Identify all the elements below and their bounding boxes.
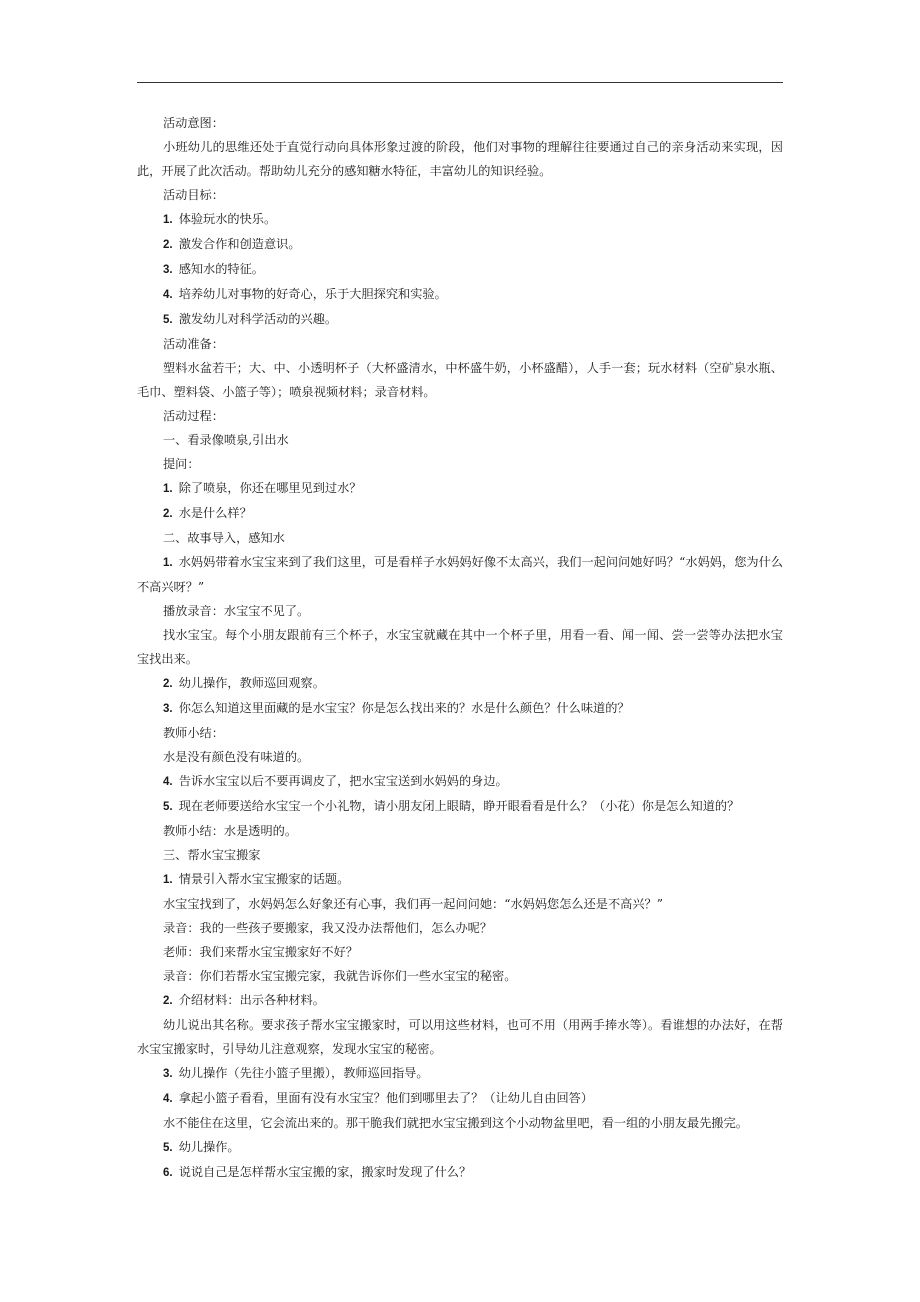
paragraph-text: 你怎么知道这里面藏的是水宝宝？你是怎么找出来的？水是什么颜色？什么味道的？ [178,701,630,715]
paragraph-text: 拿起小篮子看看，里面有没有水宝宝？他们到哪里去了？（让幼儿自由回答） [178,1091,594,1105]
paragraph-text: 幼儿操作。 [178,1140,240,1154]
item-number: 3. [163,1068,173,1080]
item-number: 4. [163,1093,173,1105]
paragraph [137,428,783,452]
item-number: 3. [163,264,173,276]
item-number: 2. [163,678,173,690]
item-number: 6. [163,1167,173,1179]
paragraph-text: 现在老师要送给水宝宝一个小礼物，请小朋友闭上眼睛，睁开眼看看是什么？（小花）你是怎么知道的？ [178,799,740,813]
paragraph-text: 水是什么样？ [178,506,252,520]
item-number: 1. [163,214,173,226]
numbered-item [137,501,783,526]
paragraph [137,745,783,769]
paragraph-text: 录音：我的一些孩子要搬家，我又没办法帮他们，怎么办呢？ [163,921,493,935]
paragraph-text: 水妈妈带着水宝宝来到了我们这里，可是看样子水妈妈好像不太高兴，我们一起问问她好吗？“水妈妈，您为什么不高兴呀？” [137,555,783,594]
paragraph [137,332,783,356]
paragraph [137,623,783,671]
paragraph-text: 找水宝宝。每个小朋友跟前有三个杯子，水宝宝就藏在其中一个杯子里，用看一看、闻一闻、尝一尝等办法把水宝宝找出来。 [137,628,783,666]
paragraph-text: 水不能住在这里，它会流出来的。那干脆我们就把水宝宝搬到这个小动物盆里吧，看一组的小朋友最先搬完。 [163,1116,748,1130]
paragraph-text: 活动目标： [163,188,224,202]
paragraph [137,599,783,623]
paragraph [137,819,783,843]
paragraph [137,526,783,550]
numbered-item [137,769,783,794]
item-number: 4. [163,289,173,301]
paragraph [137,183,783,207]
paragraph-text: 体验玩水的快乐。 [178,212,277,226]
paragraph [137,356,783,404]
paragraph-text: 老师：我们来帮水宝宝搬家好不好？ [163,945,358,959]
numbered-item [137,550,783,599]
paragraph-text: 教师小结： [163,726,224,740]
item-number: 2. [163,995,173,1007]
numbered-item [137,671,783,696]
numbered-item [137,794,783,819]
numbered-item [137,476,783,501]
header-rule [137,82,783,83]
paragraph-text: 播放录音：水宝宝不见了。 [163,604,310,618]
item-number: 5. [163,314,173,326]
item-number: 4. [163,776,173,788]
paragraph [137,404,783,428]
paragraph-text: 激发幼儿对科学活动的兴趣。 [178,312,338,326]
paragraph-text: 除了喷泉，你还在哪里见到过水？ [178,481,362,495]
paragraph-text: 水宝宝找到了，水妈妈怎么好象还有心事，我们再一起问问她：“水妈妈您怎么还是不高兴？” [163,897,663,911]
paragraph [137,940,783,964]
paragraph [137,111,783,135]
paragraph-text: 教师小结：水是透明的。 [163,824,298,838]
paragraph-text: 塑料水盆若干；大、中、小透明杯子（大杯盛清水，中杯盛牛奶，小杯盛醋），人手一套；玩水材料（空矿泉水瓶、毛巾、塑料袋、小篮子等）；喷泉视频材料；录音材料。 [137,361,783,399]
paragraph [137,892,783,916]
paragraph-text: 幼儿操作（先往小篮子里搬），教师巡回指导。 [178,1066,429,1080]
paragraph [137,135,783,183]
paragraph-text: 三、帮水宝宝搬家 [163,848,261,862]
item-number: 1. [163,557,173,569]
numbered-item [137,1135,783,1160]
paragraph [137,1013,783,1061]
paragraph-text: 提问： [163,457,200,471]
paragraph-text: 活动过程： [163,409,224,423]
paragraph-text: 录音：你们若帮水宝宝搬完家，我就告诉你们一些水宝宝的秘密。 [163,969,517,983]
numbered-item [137,1061,783,1086]
item-number: 1. [163,874,173,886]
item-number: 5. [163,801,173,813]
paragraph [137,843,783,867]
paragraph-text: 幼儿说出其名称。要求孩子帮水宝宝搬家时，可以用这些材料，也可不用（用两手捧水等）。看谁想的办法好，在帮水宝宝搬家时，引导幼儿注意观察，发现水宝宝的秘密。 [137,1018,783,1056]
paragraph [137,916,783,940]
paragraph-text: 告诉水宝宝以后不要再调皮了，把水宝宝送到水妈妈的身边。 [178,774,508,788]
paragraph [137,452,783,476]
paragraph-text: 小班幼儿的思维还处于直觉行动向具体形象过渡的阶段，他们对事物的理解往往要通过自己的亲身活动来实现，因此，开展了此次活动。帮助幼儿充分的感知糖水特征，丰富幼儿的知识经验。 [137,140,783,178]
item-number: 3. [163,703,173,715]
paragraph-text: 活动意图： [163,116,224,130]
numbered-item [137,1160,783,1185]
document-body [137,111,783,1185]
numbered-item [137,232,783,257]
paragraph-text: 情景引入帮水宝宝搬家的话题。 [178,872,350,886]
paragraph [137,964,783,988]
numbered-item [137,207,783,232]
item-number: 1. [163,483,173,495]
paragraph-text: 幼儿操作，教师巡回观察。 [178,676,325,690]
paragraph-text: 培养幼儿对事物的好奇心，乐于大胆探究和实验。 [178,287,447,301]
numbered-item [137,867,783,892]
numbered-item [137,988,783,1013]
paragraph-text: 活动准备： [163,337,224,351]
paragraph-text: 感知水的特征。 [178,262,264,276]
paragraph [137,721,783,745]
paragraph [137,1111,783,1135]
paragraph-text: 二、故事导入，感知水 [163,531,285,545]
paragraph-text: 水是没有颜色没有味道的。 [163,750,310,764]
paragraph-text: 激发合作和创造意识。 [178,237,301,251]
item-number: 2. [163,239,173,251]
numbered-item [137,1086,783,1111]
numbered-item [137,282,783,307]
paragraph-text: 介绍材料：出示各种材料。 [178,993,325,1007]
item-number: 2. [163,508,173,520]
numbered-item [137,696,783,721]
paragraph-text: 说说自己是怎样帮水宝宝搬的家，搬家时发现了什么？ [178,1165,472,1179]
item-number: 5. [163,1142,173,1154]
paragraph-text: 一、看录像喷泉,引出水 [163,433,289,447]
numbered-item [137,307,783,332]
numbered-item [137,257,783,282]
